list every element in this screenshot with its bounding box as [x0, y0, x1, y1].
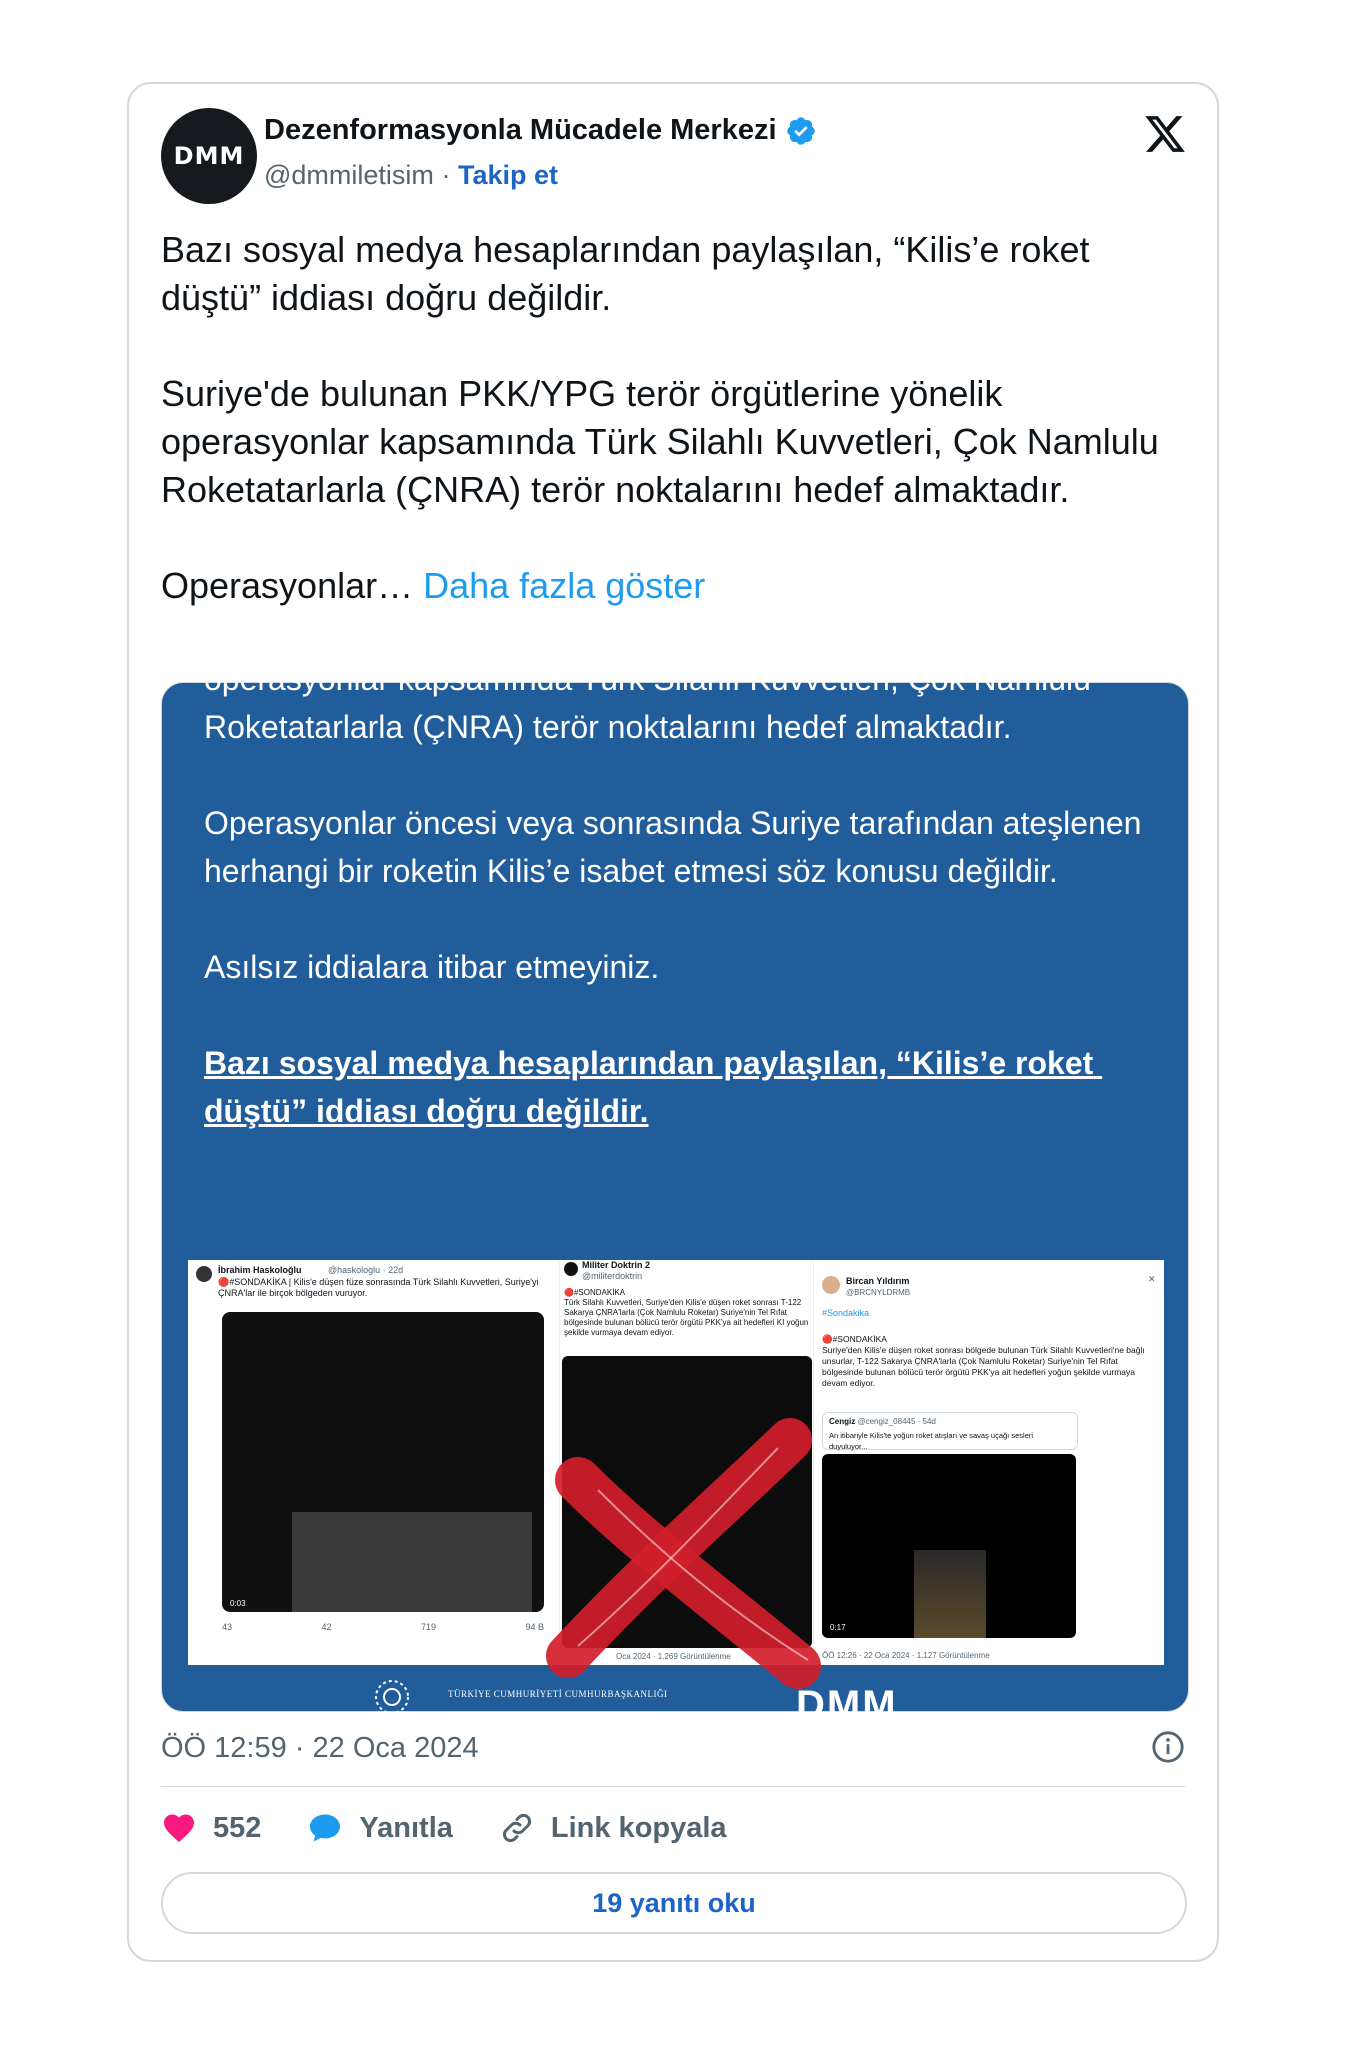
- author-name-row[interactable]: [264, 114, 817, 147]
- avatar-logo-text: DMM: [173, 142, 245, 170]
- screenshot-handle: @militerdoktrin: [582, 1271, 643, 1281]
- tweet-image[interactable]: [161, 661, 1189, 1727]
- screenshot-handle: @haskologlu · 22d: [328, 1265, 404, 1275]
- image-paragraph-1: Roketatarlarla (ÇNRA) terör noktalarını hedef almaktadır.: [204, 709, 1012, 745]
- embedded-screenshots: [188, 1260, 1164, 1665]
- copy-link-label: Link kopyala: [550, 1811, 727, 1844]
- quoted-name: Cengiz: [829, 1417, 856, 1426]
- red-cross-mark-icon: [558, 1420, 816, 1668]
- screenshot-tweet-2: [560, 1260, 814, 1665]
- video-frame-scene: [292, 1512, 532, 1612]
- author-avatar[interactable]: [161, 108, 257, 204]
- screenshot-tweet-3: [814, 1260, 1164, 1665]
- screenshot-handle: @BRCNYLDRMB: [846, 1288, 911, 1297]
- screenshot-text: 🔴#SONDAKİKA Türk Silahlı Kuvvetleri, Suriye'den Kilis'e düşen roket sonrası T-122 Sakarya ÇNRA'larla (Çok Namlulu Roketar) Suriye'nin Tel Rıfat bölgesinde bulunan bölücü terör örgütü PKK'ya ait hedefleri KI yoğun şekilde vurmaya devam ediyor.: [564, 1288, 809, 1337]
- screenshot-hashtag: #Sondakika: [822, 1308, 870, 1318]
- screenshot-avatar: [564, 1262, 578, 1276]
- screenshot-tweet-1: [188, 1260, 560, 1665]
- screenshot-name: Bircan Yıldırım: [846, 1276, 910, 1286]
- like-count: 552: [213, 1811, 262, 1844]
- image-cut-line: operasyonlar kapsamında Türk Silahlı Kuvvetleri, Çok Namlulu: [204, 661, 1091, 697]
- quoted-handle: @cengiz_08445 · 54d: [857, 1417, 936, 1426]
- quoted-text: An itibariyle Kilis'te yoğun roket atışları ve savaş uçağı sesleri duyuluyor...: [829, 1431, 1034, 1451]
- x-logo-icon[interactable]: [1143, 112, 1187, 156]
- heart-icon: [161, 1810, 197, 1846]
- reply-label: Yanıtla: [359, 1811, 453, 1844]
- screenshot-close-icon: ✕: [1148, 1274, 1156, 1284]
- presidency-text: TÜRKİYE CUMHURİYETİ CUMHURBAŞKANLIĞI: [448, 1689, 668, 1699]
- video-time: 0:03: [230, 1599, 246, 1608]
- image-footer: [162, 1665, 1188, 1727]
- screenshot-name: İbrahim Haskoloğlu: [218, 1265, 302, 1275]
- screenshot-stats: [222, 1622, 544, 1632]
- screenshot-avatar: [822, 1276, 840, 1294]
- screenshot-name: Militer Doktrin 2: [582, 1260, 651, 1270]
- dmm-footer-logo: DMM: [796, 1683, 898, 1727]
- screenshot-video: [822, 1454, 1076, 1638]
- reply-bubble-icon: [307, 1810, 343, 1846]
- tweet-text: Bazı sosyal medya hesaplarından paylaşılan, “Kilis’e roket düştü” iddiası doğru değildir. Suriye'de bulunan PKK/YPG terör örgütlerine yönelik operasyonlar kapsamında Türk Silahlı Kuvvetleri, Çok Namlulu Roketatarlarla (ÇNRA) terör noktalarını hedef almaktadır. Operasyonlar…: [161, 229, 1159, 606]
- reply-button[interactable]: [307, 1810, 453, 1846]
- copy-link-button[interactable]: [499, 1810, 727, 1846]
- divider: [161, 1786, 1185, 1787]
- author-name[interactable]: Dezenformasyonla Mücadele Merkezi: [264, 114, 777, 146]
- image-link-text: Bazı sosyal medya hesaplarından paylaşılan, “Kilis’e roket düştü” iddiası doğru değildir.: [204, 1045, 1103, 1129]
- screenshot-footer: ÖÖ 12:26 · 22 Oca 2024 · 1.127 Görüntülenme: [822, 1651, 990, 1660]
- follow-button[interactable]: Takip et: [457, 160, 558, 190]
- tweet-card: [127, 82, 1219, 1962]
- screenshot-video: [222, 1312, 544, 1612]
- tweet-text-block: [161, 226, 1191, 610]
- link-icon: [499, 1810, 535, 1846]
- quoted-tweet: [822, 1412, 1078, 1450]
- read-replies-button[interactable]: 19 yanıtı oku: [161, 1872, 1187, 1934]
- show-more-link[interactable]: Daha fazla göster: [423, 565, 706, 606]
- stat-replies: 43: [222, 1622, 233, 1632]
- like-button[interactable]: [161, 1810, 261, 1846]
- tweet-timestamp[interactable]: ÖÖ 12:59 · 22 Oca 2024: [161, 1732, 479, 1764]
- video-time: 0:17: [830, 1623, 846, 1632]
- author-handle[interactable]: @dmmiletisim: [264, 160, 434, 190]
- author-handle-row: [264, 160, 558, 191]
- video-building-scene: [914, 1550, 986, 1638]
- verified-badge-icon: [785, 115, 817, 147]
- image-paragraph-3: Asılsız iddialara itibar etmeyiniz.: [204, 949, 660, 985]
- screenshot-footer: Oca 2024 · 1.269 Görüntülenme: [616, 1652, 731, 1661]
- image-text-block: [204, 661, 1164, 1163]
- stat-views: 94 B: [525, 1622, 544, 1632]
- action-bar: [161, 1810, 773, 1846]
- info-icon[interactable]: [1151, 1730, 1185, 1764]
- image-paragraph-2: Operasyonlar öncesi veya sonrasında Suriye tarafından ateşlenen herhangi bir roketin Kilis’e isabet etmesi söz konusu değildir.: [204, 805, 1151, 889]
- presidency-seal-icon: [368, 1673, 416, 1713]
- stat-retweets: 42: [321, 1622, 332, 1632]
- screenshot-text: 🔴#SONDAKİKA | Kilis'e düşen füze sonrasında Türk Silahlı Kuvvetleri, Suriye'yi ÇNRA'lar ile birçok bölgeden vuruyor.: [218, 1277, 539, 1298]
- handle-separator: ·: [441, 160, 451, 190]
- screenshot-avatar: [196, 1266, 212, 1282]
- stat-likes: 719: [420, 1622, 436, 1632]
- screenshot-text: 🔴#SONDAKİKA Suriye'den Kilis'e düşen roket sonrası bölgede bulunan Türk Silahlı Kuvvetleri'ne bağlı unsurlar, T-122 Sakarya ÇNRA'larla (Çok Namlulu Roketar) Suriye'nin Tel Rıfat bölgesinde bulunan bölücü terör örgütü PKK'ya ait hedefleri yoğun şekilde vurmaya devam ediyor.: [822, 1334, 1145, 1388]
